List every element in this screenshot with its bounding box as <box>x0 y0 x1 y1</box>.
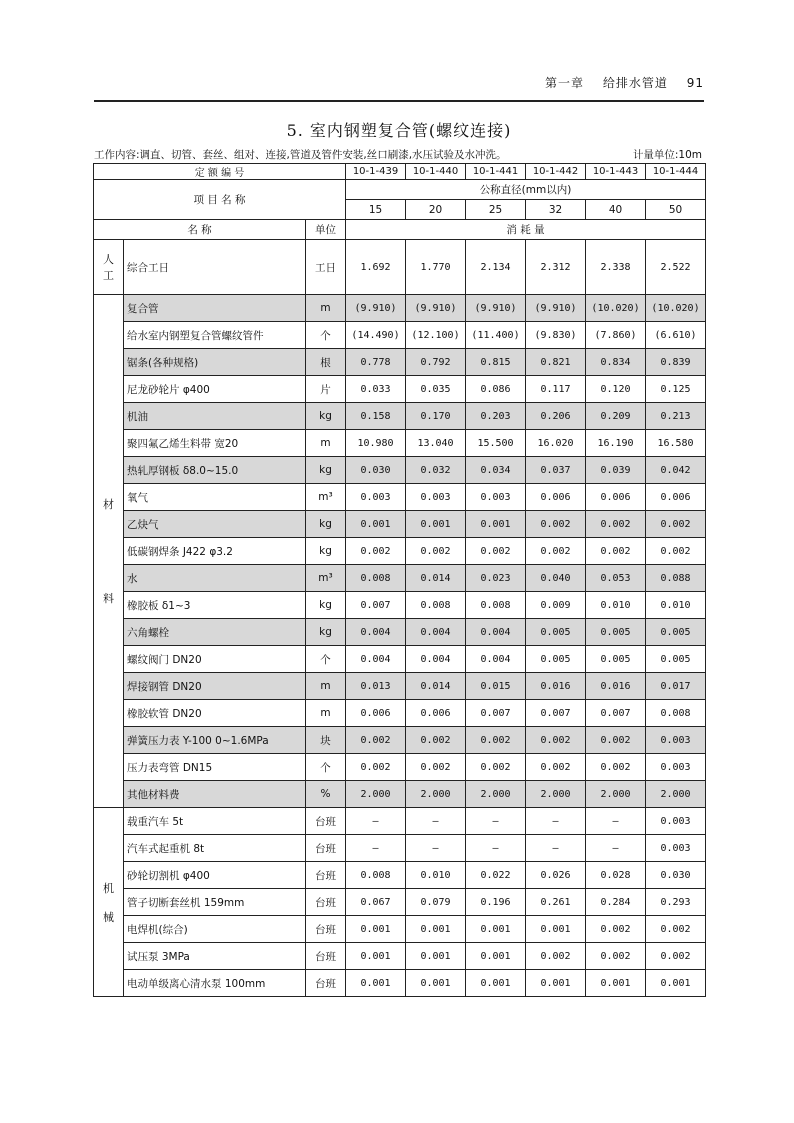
value-cell: (10.020) <box>646 295 706 322</box>
table-row <box>94 538 706 565</box>
item-name: 管子切断套丝机 159mm <box>124 889 306 916</box>
value-cell: 0.006 <box>646 484 706 511</box>
value-cell: 0.002 <box>646 916 706 943</box>
work-content-line <box>94 147 706 162</box>
item-unit: m³ <box>306 565 346 592</box>
table-row <box>94 970 706 997</box>
item-unit: kg <box>306 403 346 430</box>
value-cell: 16.580 <box>646 430 706 457</box>
value-cell: 0.088 <box>646 565 706 592</box>
category-label: 材 料 <box>94 295 124 808</box>
value-cell: 1.692 <box>346 240 406 295</box>
table-row <box>94 619 706 646</box>
value-cell: 0.839 <box>646 349 706 376</box>
value-cell: 0.037 <box>526 457 586 484</box>
value-cell: 0.010 <box>586 592 646 619</box>
value-cell: 0.007 <box>466 700 526 727</box>
value-cell: 16.020 <box>526 430 586 457</box>
value-cell: (11.400) <box>466 322 526 349</box>
item-unit: 个 <box>306 322 346 349</box>
item-unit: 个 <box>306 754 346 781</box>
value-cell: 0.040 <box>526 565 586 592</box>
diameter-cell: 15 <box>346 200 406 220</box>
value-cell: 0.002 <box>586 538 646 565</box>
value-cell: 0.004 <box>466 619 526 646</box>
value-cell: 0.002 <box>586 511 646 538</box>
value-cell: 0.035 <box>406 376 466 403</box>
value-cell: 0.002 <box>526 943 586 970</box>
value-cell: — <box>466 835 526 862</box>
page-number: 91 <box>686 76 704 90</box>
item-unit: m <box>306 295 346 322</box>
item-name: 电动单级离心清水泵 100mm <box>124 970 306 997</box>
value-cell: 0.009 <box>526 592 586 619</box>
table-row <box>94 349 706 376</box>
value-cell: — <box>586 835 646 862</box>
value-cell: 0.008 <box>346 565 406 592</box>
value-cell: (12.100) <box>406 322 466 349</box>
value-cell: 0.034 <box>466 457 526 484</box>
value-cell: 0.002 <box>466 538 526 565</box>
value-cell: 0.005 <box>526 646 586 673</box>
value-cell: 0.002 <box>586 916 646 943</box>
value-cell: 0.170 <box>406 403 466 430</box>
value-cell: 0.026 <box>526 862 586 889</box>
value-cell: 0.007 <box>586 700 646 727</box>
value-cell: 0.778 <box>346 349 406 376</box>
consumption-label: 消 耗 量 <box>346 220 706 240</box>
item-name: 六角螺栓 <box>124 619 306 646</box>
table-row <box>94 565 706 592</box>
running-header <box>94 74 704 92</box>
item-name: 试压泵 3MPa <box>124 943 306 970</box>
value-cell: 0.039 <box>586 457 646 484</box>
table-row <box>94 808 706 835</box>
value-cell: 0.005 <box>526 619 586 646</box>
item-name: 聚四氟乙烯生料带 宽20 <box>124 430 306 457</box>
value-cell: 1.770 <box>406 240 466 295</box>
value-cell: (9.910) <box>406 295 466 322</box>
diameter-cell: 40 <box>586 200 646 220</box>
item-unit: kg <box>306 619 346 646</box>
item-unit: 工日 <box>306 240 346 295</box>
item-name: 弹簧压力表 Y-100 0~1.6MPa <box>124 727 306 754</box>
value-cell: 0.004 <box>406 619 466 646</box>
value-cell: 0.006 <box>526 484 586 511</box>
item-unit: 片 <box>306 376 346 403</box>
value-cell: 0.003 <box>646 808 706 835</box>
value-cell: 0.001 <box>346 943 406 970</box>
item-unit: m <box>306 700 346 727</box>
unit-column-label: 单位 <box>306 220 346 240</box>
value-cell: 0.002 <box>526 538 586 565</box>
value-cell: 0.261 <box>526 889 586 916</box>
value-cell: 0.002 <box>466 727 526 754</box>
table-row <box>94 862 706 889</box>
item-unit: 台班 <box>306 916 346 943</box>
value-cell: 0.030 <box>346 457 406 484</box>
value-cell: 0.007 <box>346 592 406 619</box>
item-unit: 台班 <box>306 835 346 862</box>
value-cell: 0.014 <box>406 565 466 592</box>
value-cell: 0.001 <box>346 511 406 538</box>
value-cell: 0.005 <box>586 646 646 673</box>
item-name: 热轧厚钢板 δ8.0~15.0 <box>124 457 306 484</box>
measurement-unit: 计量单位:10m <box>632 149 702 161</box>
value-cell: 0.001 <box>466 943 526 970</box>
value-cell: 0.086 <box>466 376 526 403</box>
item-name: 低碳钢焊条 J422 φ3.2 <box>124 538 306 565</box>
value-cell: 2.000 <box>586 781 646 808</box>
item-name: 载重汽车 5t <box>124 808 306 835</box>
value-cell: 0.004 <box>346 619 406 646</box>
value-cell: 0.003 <box>466 484 526 511</box>
value-cell: 0.815 <box>466 349 526 376</box>
value-cell: 0.002 <box>346 538 406 565</box>
value-cell: 0.002 <box>646 943 706 970</box>
value-cell: 0.003 <box>646 835 706 862</box>
value-cell: 0.028 <box>586 862 646 889</box>
value-cell: 0.010 <box>646 592 706 619</box>
value-cell: 0.001 <box>406 943 466 970</box>
category-label: 机 械 <box>94 808 124 997</box>
value-cell: 0.002 <box>466 754 526 781</box>
value-cell: (7.860) <box>586 322 646 349</box>
value-cell: 0.125 <box>646 376 706 403</box>
value-cell: 2.000 <box>406 781 466 808</box>
item-name: 给水室内钢塑复合管螺纹管件 <box>124 322 306 349</box>
item-unit: kg <box>306 592 346 619</box>
diameter-cell: 50 <box>646 200 706 220</box>
table-row <box>94 889 706 916</box>
table-row <box>94 646 706 673</box>
value-cell: 0.120 <box>586 376 646 403</box>
value-cell: 0.003 <box>346 484 406 511</box>
value-cell: 2.000 <box>466 781 526 808</box>
item-name: 焊接钢管 DN20 <box>124 673 306 700</box>
value-cell: 0.002 <box>586 727 646 754</box>
value-cell: 0.792 <box>406 349 466 376</box>
value-cell: 0.002 <box>646 538 706 565</box>
value-cell: 0.001 <box>346 970 406 997</box>
value-cell: 0.033 <box>346 376 406 403</box>
value-cell: — <box>406 835 466 862</box>
item-unit: 台班 <box>306 943 346 970</box>
value-cell: 0.001 <box>466 970 526 997</box>
code-cell: 10-1-440 <box>406 164 466 180</box>
value-cell: 0.017 <box>646 673 706 700</box>
value-cell: 0.002 <box>346 754 406 781</box>
code-cell: 10-1-444 <box>646 164 706 180</box>
table-row <box>94 511 706 538</box>
table-row <box>94 403 706 430</box>
table-row <box>94 943 706 970</box>
value-cell: 0.001 <box>526 916 586 943</box>
table-row <box>94 430 706 457</box>
value-cell: 0.004 <box>346 646 406 673</box>
value-cell: 0.006 <box>586 484 646 511</box>
value-cell: 0.013 <box>346 673 406 700</box>
item-unit: 台班 <box>306 970 346 997</box>
value-cell: 0.004 <box>466 646 526 673</box>
value-cell: 0.196 <box>466 889 526 916</box>
value-cell: 0.042 <box>646 457 706 484</box>
item-name-label: 项 目 名 称 <box>94 180 346 220</box>
value-cell: 0.001 <box>526 970 586 997</box>
item-unit: m <box>306 430 346 457</box>
diameter-cell: 32 <box>526 200 586 220</box>
value-cell: 10.980 <box>346 430 406 457</box>
item-name: 汽车式起重机 8t <box>124 835 306 862</box>
item-unit: 块 <box>306 727 346 754</box>
item-unit: kg <box>306 538 346 565</box>
value-cell: 0.005 <box>646 646 706 673</box>
value-cell: 0.001 <box>586 970 646 997</box>
item-unit: 台班 <box>306 808 346 835</box>
value-cell: 0.014 <box>406 673 466 700</box>
item-name: 乙炔气 <box>124 511 306 538</box>
value-cell: 2.312 <box>526 240 586 295</box>
code-cell: 10-1-441 <box>466 164 526 180</box>
value-cell: 2.000 <box>646 781 706 808</box>
value-cell: 2.000 <box>346 781 406 808</box>
value-cell: 0.023 <box>466 565 526 592</box>
category-label: 人 工 <box>94 240 124 295</box>
value-cell: — <box>526 835 586 862</box>
item-name: 锯条(各种规格) <box>124 349 306 376</box>
value-cell: 0.002 <box>526 727 586 754</box>
item-name: 综合工日 <box>124 240 306 295</box>
value-cell: — <box>586 808 646 835</box>
value-cell: 0.005 <box>646 619 706 646</box>
value-cell: 0.293 <box>646 889 706 916</box>
value-cell: 0.001 <box>406 970 466 997</box>
table-row <box>94 673 706 700</box>
value-cell: 0.015 <box>466 673 526 700</box>
value-cell: 0.003 <box>406 484 466 511</box>
value-cell: — <box>406 808 466 835</box>
value-cell: 0.003 <box>646 727 706 754</box>
item-unit: kg <box>306 457 346 484</box>
value-cell: 0.001 <box>346 916 406 943</box>
code-cell: 10-1-439 <box>346 164 406 180</box>
value-cell: 0.030 <box>646 862 706 889</box>
table-row <box>94 916 706 943</box>
table-row <box>94 457 706 484</box>
value-cell: 0.053 <box>586 565 646 592</box>
value-cell: 0.067 <box>346 889 406 916</box>
item-unit: m³ <box>306 484 346 511</box>
value-cell: 0.001 <box>406 916 466 943</box>
item-name: 橡胶板 δ1~3 <box>124 592 306 619</box>
value-cell: 0.821 <box>526 349 586 376</box>
value-cell: 0.016 <box>586 673 646 700</box>
name-column-label: 名 称 <box>94 220 306 240</box>
value-cell: 16.190 <box>586 430 646 457</box>
section-label: 给排水管道 <box>602 76 668 90</box>
value-cell: 0.834 <box>586 349 646 376</box>
value-cell: 0.002 <box>346 727 406 754</box>
table-row <box>94 240 706 295</box>
value-cell: 0.007 <box>526 700 586 727</box>
value-cell: — <box>466 808 526 835</box>
value-cell: 2.000 <box>526 781 586 808</box>
page-title: 5. 室内钢塑复合管(螺纹连接) <box>286 121 512 140</box>
item-unit: 台班 <box>306 862 346 889</box>
item-unit: kg <box>306 511 346 538</box>
table-row <box>94 376 706 403</box>
table-row <box>94 700 706 727</box>
value-cell: 0.001 <box>466 916 526 943</box>
value-cell: 0.032 <box>406 457 466 484</box>
value-cell: 0.002 <box>526 754 586 781</box>
item-unit: % <box>306 781 346 808</box>
item-unit: 根 <box>306 349 346 376</box>
value-cell: 2.522 <box>646 240 706 295</box>
value-cell: 2.134 <box>466 240 526 295</box>
item-name: 砂轮切割机 φ400 <box>124 862 306 889</box>
value-cell: 0.002 <box>526 511 586 538</box>
item-name: 复合管 <box>124 295 306 322</box>
value-cell: 0.117 <box>526 376 586 403</box>
item-unit: m <box>306 673 346 700</box>
value-cell: 15.500 <box>466 430 526 457</box>
value-cell: 0.005 <box>586 619 646 646</box>
item-name: 机油 <box>124 403 306 430</box>
code-label: 定 额 编 号 <box>94 164 346 180</box>
item-name: 尼龙砂轮片 φ400 <box>124 376 306 403</box>
value-cell: 0.006 <box>406 700 466 727</box>
work-content: 工作内容:调直、切管、套丝、组对、连接,管道及管件安装,丝口刷漆,水压试验及水冲洗。 <box>94 149 507 161</box>
value-cell: (9.830) <box>526 322 586 349</box>
table-row <box>94 754 706 781</box>
value-cell: — <box>526 808 586 835</box>
header-rule <box>94 100 704 102</box>
item-name: 电焊机(综合) <box>124 916 306 943</box>
code-cell: 10-1-442 <box>526 164 586 180</box>
value-cell: 0.002 <box>586 754 646 781</box>
table-row <box>94 484 706 511</box>
value-cell: 0.022 <box>466 862 526 889</box>
value-cell: 0.002 <box>586 943 646 970</box>
value-cell: 0.001 <box>466 511 526 538</box>
value-cell: 0.002 <box>406 538 466 565</box>
value-cell: 0.006 <box>346 700 406 727</box>
item-name: 螺纹阀门 DN20 <box>124 646 306 673</box>
value-cell: 0.004 <box>406 646 466 673</box>
table-row <box>94 781 706 808</box>
value-cell: 0.002 <box>406 727 466 754</box>
value-cell: 0.203 <box>466 403 526 430</box>
diameter-cell: 25 <box>466 200 526 220</box>
value-cell: 0.079 <box>406 889 466 916</box>
value-cell: (6.610) <box>646 322 706 349</box>
item-unit: 台班 <box>306 889 346 916</box>
value-cell: 0.002 <box>406 754 466 781</box>
table-row <box>94 322 706 349</box>
value-cell: 0.008 <box>646 700 706 727</box>
item-unit: 个 <box>306 646 346 673</box>
value-cell: (10.020) <box>586 295 646 322</box>
value-cell: 0.206 <box>526 403 586 430</box>
value-cell: (9.910) <box>526 295 586 322</box>
table-row <box>94 295 706 322</box>
code-cell: 10-1-443 <box>586 164 646 180</box>
value-cell: 0.284 <box>586 889 646 916</box>
value-cell: (9.910) <box>346 295 406 322</box>
value-cell: — <box>346 808 406 835</box>
value-cell: 0.001 <box>406 511 466 538</box>
value-cell: 0.002 <box>646 511 706 538</box>
value-cell: 0.008 <box>346 862 406 889</box>
value-cell: 0.008 <box>406 592 466 619</box>
item-name: 其他材料费 <box>124 781 306 808</box>
table-row <box>94 727 706 754</box>
value-cell: (9.910) <box>466 295 526 322</box>
quota-table <box>93 163 706 997</box>
diameter-cell: 20 <box>406 200 466 220</box>
value-cell: 0.016 <box>526 673 586 700</box>
value-cell: 2.338 <box>586 240 646 295</box>
diameter-label: 公称直径(mm以内) <box>346 180 706 200</box>
table-row <box>94 592 706 619</box>
item-name: 氧气 <box>124 484 306 511</box>
value-cell: 0.003 <box>646 754 706 781</box>
value-cell: 0.158 <box>346 403 406 430</box>
chapter-label: 第一章 <box>545 76 585 90</box>
value-cell: 0.001 <box>646 970 706 997</box>
value-cell: 0.209 <box>586 403 646 430</box>
value-cell: 0.008 <box>466 592 526 619</box>
item-name: 水 <box>124 565 306 592</box>
value-cell: 0.010 <box>406 862 466 889</box>
item-name: 压力表弯管 DN15 <box>124 754 306 781</box>
value-cell: (14.490) <box>346 322 406 349</box>
value-cell: 0.213 <box>646 403 706 430</box>
value-cell: 13.040 <box>406 430 466 457</box>
item-name: 橡胶软管 DN20 <box>124 700 306 727</box>
table-row <box>94 835 706 862</box>
value-cell: — <box>346 835 406 862</box>
